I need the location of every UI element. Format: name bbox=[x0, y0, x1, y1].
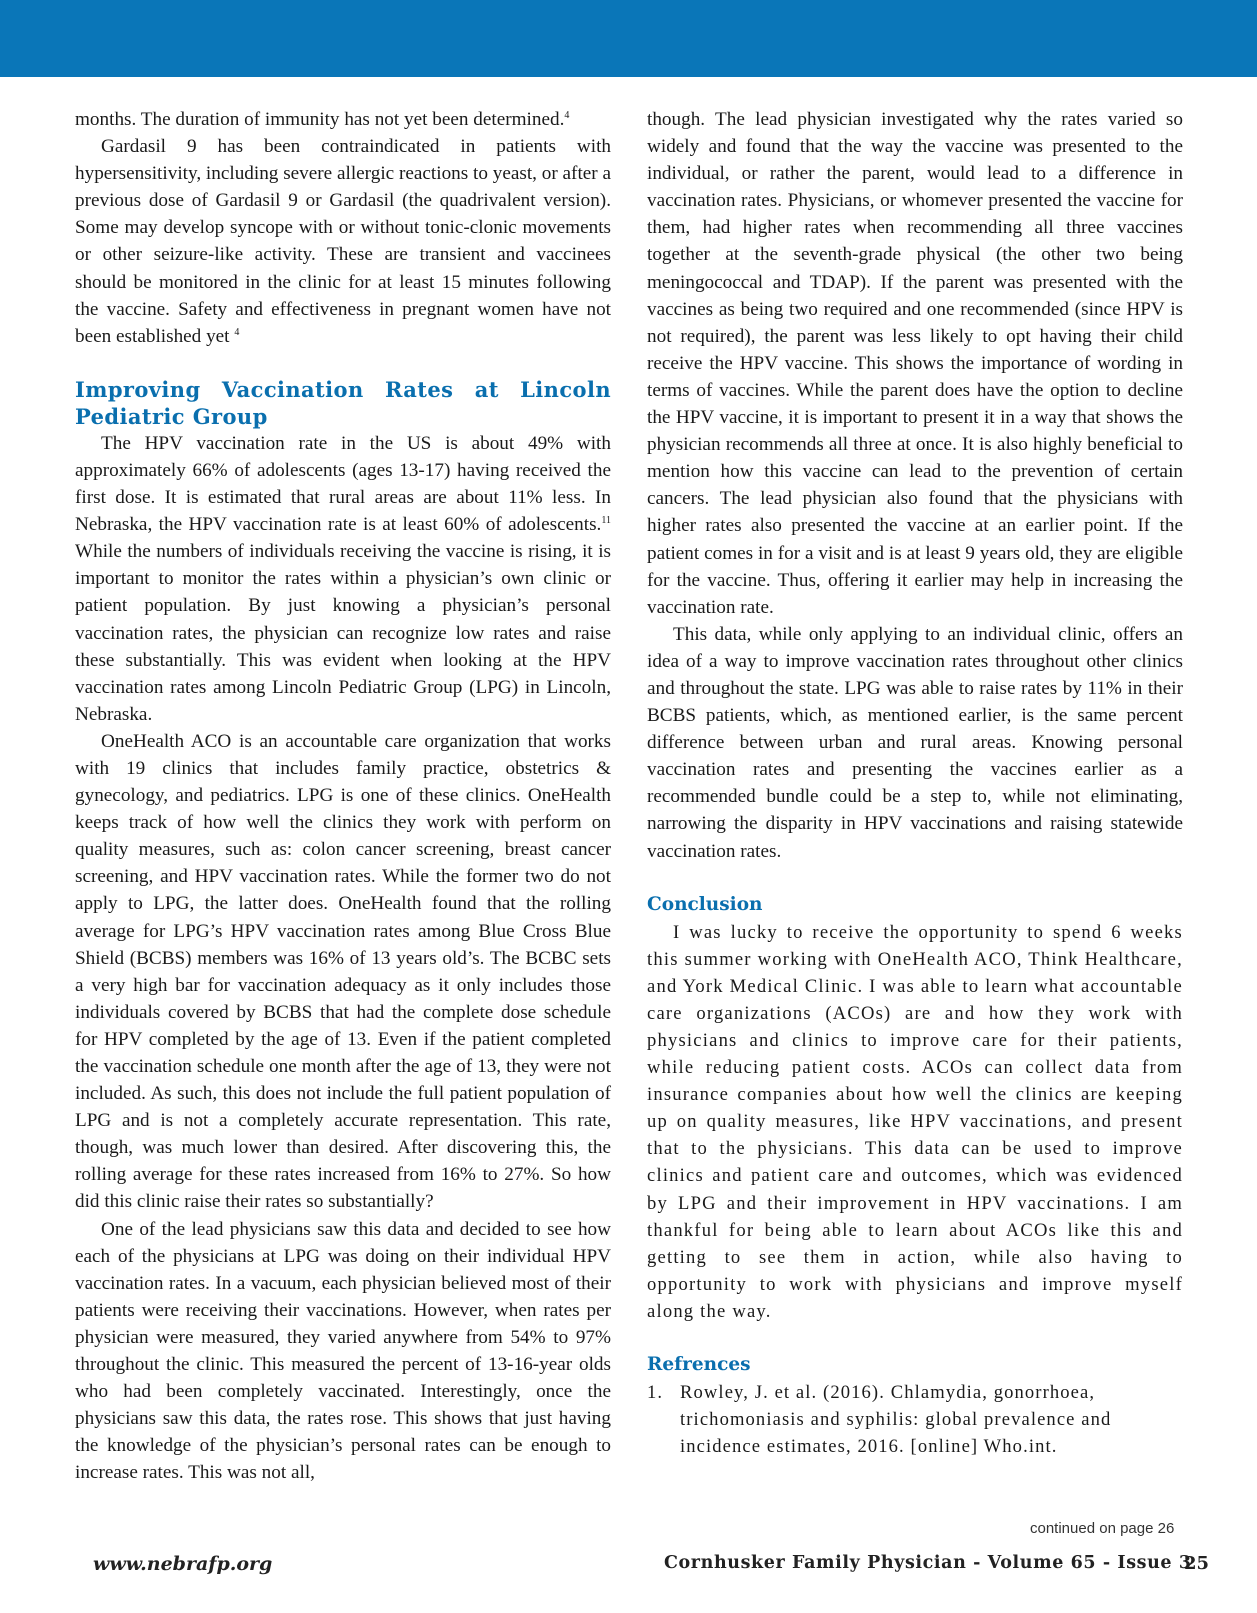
paragraph: Gardasil 9 has been contraindicated in patients with hypersensitivity, including severe allergic reactions to yeast, or after a previous dose of Gardasil 9 or Gardasil (the quadrivalent version). Some may develop syncope with or without tonic-clonic movements or other seizure-like activity. These are transient and vaccinees should be monitored in the clinic for at least 15 minutes following the vaccine. Safety and effectiveness in pregnant women have not been established yet $^4$ bbox=[75, 136, 611, 347]
footer-publication-title: Cornhusker Family Physician - Volume 65 - Issue 3 bbox=[664, 1553, 1192, 1573]
conclusion-paragraph: I was lucky to receive the opportunity to spend 6 weeks this summer working with OneHealth ACO, Think Healthcare, and York Medical Clinic. I was able to learn what accountable care organizations (ACOs) are and how they work with physicians and clinics to improve care for their patients, while reducing patient costs. ACOs can collect data from insurance companies about how well the clinics are keeping up on quality measures, like HPV vaccinations, and present that to the physicians. This data can be used to improve clinics and patient care and outcomes, which was evidenced by LPG and their improvement in HPV vaccinations. I am thankful for being able to learn about ACOs like this and getting to see them in action, while also having to opportunity to work with physicians and improve myself along the way. bbox=[647, 921, 1183, 1322]
reference-number: 1. bbox=[647, 1382, 664, 1404]
conclusion-heading: Conclusion bbox=[647, 893, 763, 915]
section-heading: Improving Vaccination Rates at Lincoln Pediatric Group bbox=[75, 376, 611, 429]
reference-superscript: 4 bbox=[234, 326, 240, 338]
paragraph: One of the lead physicians saw this data and decided to see how each of the physicians at LPG was doing on their individual HPV vaccination rates. In a vacuum, each physician believed most of their patients were receiving their vaccinations. However, when rates per physician were measured, they varied anywhere from 54% to 97% throughout the clinic. This measured the percent of 13-16-year olds who had been completely vaccinated. Interestingly, once the physicians saw this data, the rates rose. This shows that just having the knowledge of the physician’s personal rates can be enough to increase rates. This was not all, bbox=[75, 1218, 611, 1484]
reference-text: Rowley, J. et al. (2016). Chlamydia, gonorrhoea, trichomoniasis and syphilis: global prevalence and incidence estimates, 2016. [online] Who.int. bbox=[680, 1382, 1112, 1458]
paragraph: though. The lead physician investigated why the rates varied so widely and found that the way the vaccine was presented to the individual, or rather the parent, would lead to a difference in vaccination rates. Physicians, or whomever presented the vaccine for them, had higher rates when recommending all three vaccines together at the seventh-grade physical (the other two being meningococcal and TDAP). If the parent was presented with the vaccines as being two required and one recommended (since HPV is not required), the parent was less likely to opt having their child receive the HPV vaccine. This shows the importance of wording in terms of vaccines. While the parent does have the option to decline the HPV vaccine, it is important to present it in a way that shows the physician recommends all three at once. It is also highly beneficial to mention how this vaccine can lead to the prevention of certain cancers. The lead physician also found that the physicians with higher rates also presented the vaccine at an earlier point. If the patient comes in for a visit and is at least 9 years old, they are eligible for the vaccine. Thus, offering it earlier may help in increasing the vaccination rate. bbox=[647, 109, 1183, 618]
top-banner bbox=[0, 0, 1257, 77]
footer-url[interactable]: www.nebrafp.org bbox=[93, 1553, 273, 1575]
continued-note: continued on page 26 bbox=[1030, 1520, 1175, 1537]
left-column bbox=[75, 106, 611, 1487]
paragraph: This data, while only applying to an individual clinic, offers an idea of a way to improve vaccination rates throughout other clinics and throughout the state. LPG was able to raise rates by 11% in their BCBS patients, which, as mentioned earlier, is the same percent difference between urban and rural areas. Knowing personal vaccination rates and presenting the vaccines earlier as a recommended bundle could be a step to, while not eliminating, narrowing the disparity in HPV vaccinations and raising statewide vaccination rates. bbox=[647, 623, 1183, 862]
page-number: 25 bbox=[1184, 1553, 1210, 1574]
reference-superscript: 11 bbox=[601, 515, 611, 527]
paragraph: OneHealth ACO is an accountable care organization that works with 19 clinics that includes family practice, obstetrics & gynecology, and pediatrics. LPG is one of these clinics. OneHealth keeps track of how well the clinics they work with perform on quality measures, such as: colon cancer screening, breast cancer screening, and HPV vaccination rates. While the former two do not apply to LPG, the latter does. OneHealth found that the rolling average for LPG’s HPV vaccination rates among Blue Cross Blue Shield (BCBS) members was 16% of 13 years old’s. The BCBC sets a very high bar for vaccination adequacy as it only includes those individuals covered by BCBS that had the complete dose schedule for HPV completed by the age of 13. Even if the patient completed the vaccination schedule one month after the age of 13, they were not included. As such, this does not include the full patient population of LPG and is not a completely accurate representation. This rate, though, was much lower than desired. After discovering this, the rolling average for these rates increased from 16% to 27%. So how did this clinic raise their rates so substantially? bbox=[75, 730, 611, 1213]
references-list bbox=[647, 1379, 1183, 1460]
references-heading: Refrences bbox=[647, 1354, 751, 1376]
reference-item bbox=[647, 1379, 1183, 1460]
paragraph: months. The duration of immunity has not yet been determined.$^4$ bbox=[75, 109, 570, 130]
paragraph: The HPV vaccination rate in the US is about 49% with approximately 66% of adolescents (ages 13-17) having received the first dose. It is estimated that rural areas are about 11% less. In Nebraska, the HPV vaccination rate is at least 60% of adolescents.$^{11}$ While the numbers of individuals receiving the vaccine is rising, it is important to monitor the rates within a physician’s own clinic or patient population. By just knowing a physician’s personal vaccination rates, the physician can recognize low rates and raise these substantially. This was evident when looking at the HPV vaccination rates among Lincoln Pediatric Group (LPG) in Lincoln, Nebraska. bbox=[75, 432, 611, 725]
reference-superscript: 4 bbox=[564, 110, 570, 121]
right-column bbox=[647, 106, 1183, 1460]
